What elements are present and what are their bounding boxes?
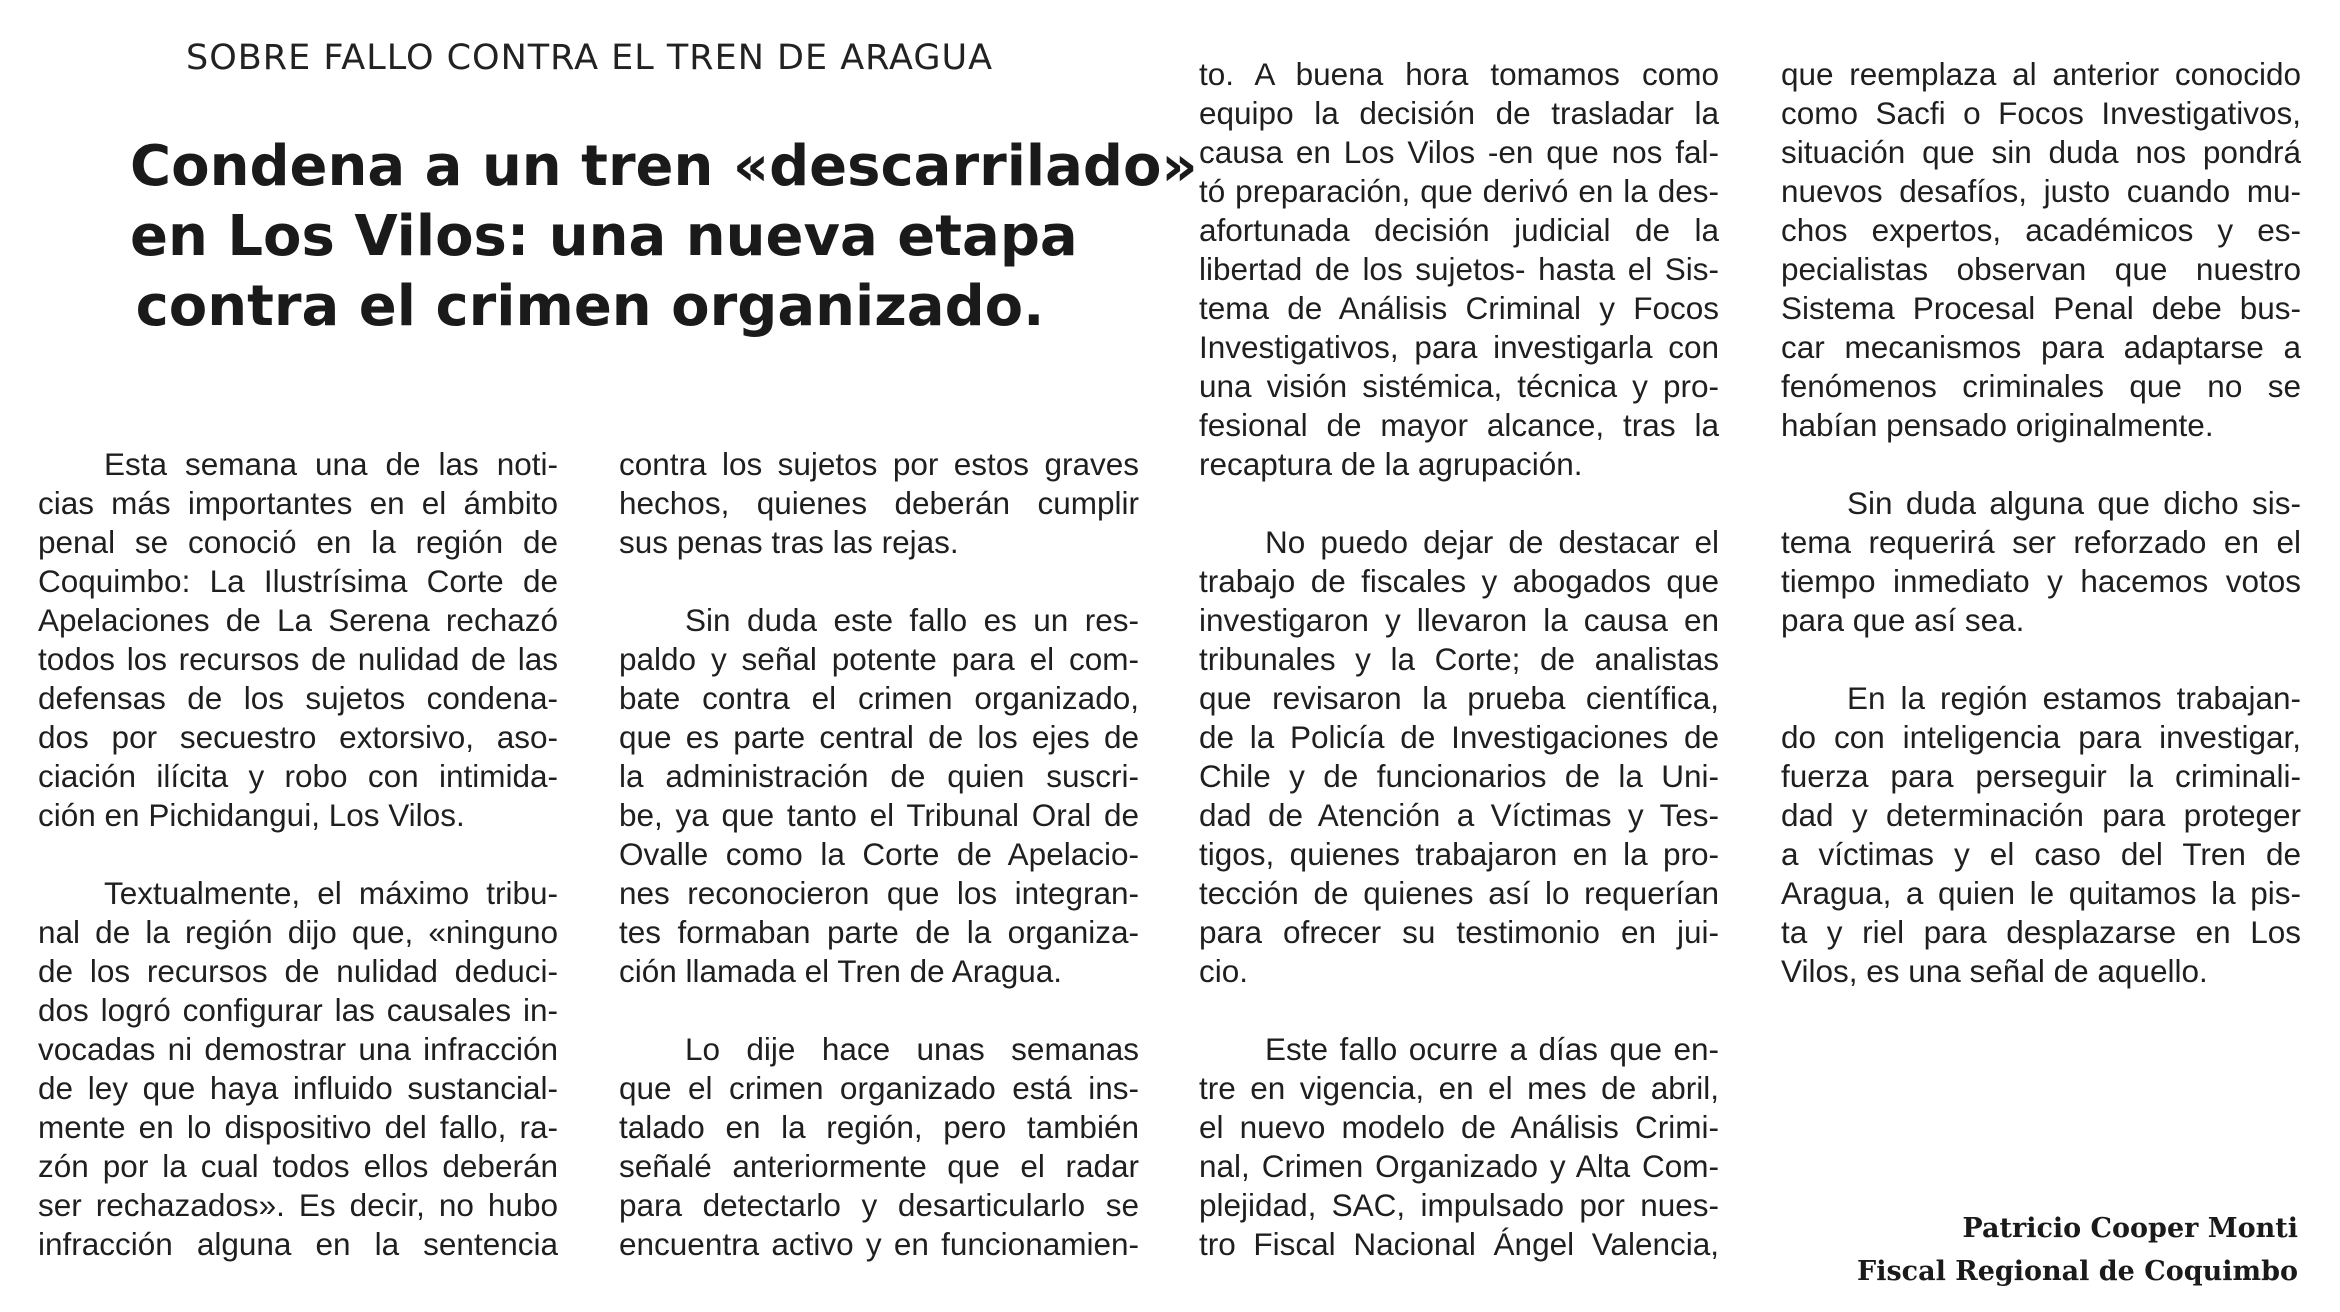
text-line: nes reconocieron que los integran-: [619, 875, 1139, 911]
text-line: defensas de los sujetos condena-: [38, 680, 558, 716]
text-line: infracción alguna en la sentencia: [38, 1226, 558, 1262]
text-line: que es parte central de los ejes de: [619, 719, 1139, 755]
paragraph-gap: [1781, 445, 2301, 484]
paragraph-gap: [619, 562, 1139, 601]
text-line: Sin duda alguna que dicho sis-: [1847, 485, 2301, 521]
text-line: hechos, quienes deberán cumplir: [619, 485, 1139, 521]
text-line: dad y determinación para proteger: [1781, 797, 2301, 833]
paragraph: [1781, 484, 2301, 640]
text-line: tigos, quienes trabajaron en la pro-: [1199, 836, 1719, 872]
text-line: recaptura de la agrupación.: [1199, 446, 1583, 482]
text-line: cio.: [1199, 953, 1249, 989]
headline-line: Condena a un tren «descarrilado»: [130, 134, 1198, 199]
text-line: chos expertos, académicos y es-: [1781, 212, 2301, 248]
text-line: pecialistas observan que nuestro: [1781, 251, 2301, 287]
author-signature: [1857, 1207, 2298, 1293]
paragraph: [1781, 679, 2301, 991]
text-line: Investigativos, para investigarla con: [1199, 329, 1719, 365]
text-line: talado en la región, pero también: [619, 1109, 1139, 1145]
text-line: que el crimen organizado está ins-: [619, 1070, 1139, 1106]
text-line: be, ya que tanto el Tribunal Oral de: [619, 797, 1139, 833]
author-name: Patricio Cooper Monti: [1962, 1213, 2298, 1244]
paragraph-gap: [619, 991, 1139, 1030]
text-line: penal se conoció en la región de: [38, 524, 558, 560]
text-line: una visión sistémica, técnica y pro-: [1199, 368, 1719, 404]
paragraph: [38, 445, 558, 835]
text-line: equipo la decisión de trasladar la: [1199, 95, 1719, 131]
text-line: Este fallo ocurre a días que en-: [1265, 1031, 1719, 1067]
text-line: de ley que haya influido sustancial-: [38, 1070, 558, 1106]
section-kicker: SOBRE FALLO CONTRA EL TREN DE ARAGUA: [186, 38, 994, 78]
text-line: vocadas ni demostrar una infracción: [38, 1031, 558, 1067]
text-line: dos por secuestro extorsivo, aso-: [38, 719, 558, 755]
text-line: Vilos, es una señal de aquello.: [1781, 953, 2208, 989]
text-line: fuerza para perseguir la criminali-: [1781, 758, 2301, 794]
text-line: a víctimas y el caso del Tren de: [1781, 836, 2301, 872]
text-line: car mecanismos para adaptarse a: [1781, 329, 2301, 365]
article-column-3: [1199, 55, 1719, 1264]
text-line: mente en lo dispositivo del fallo, ra-: [38, 1109, 558, 1145]
text-line: de la Policía de Investigaciones de: [1199, 719, 1719, 755]
text-line: tes formaban parte de la organiza-: [619, 914, 1139, 950]
text-line: Coquimbo: La Ilustrísima Corte de: [38, 563, 558, 599]
text-line: zón por la cual todos ellos deberán: [38, 1148, 558, 1184]
text-line: fenómenos criminales que no se: [1781, 368, 2301, 404]
text-line: Ovalle como la Corte de Apelacio-: [619, 836, 1139, 872]
text-line: trabajo de fiscales y abogados que: [1199, 563, 1719, 599]
text-line: nal, Crimen Organizado y Alta Com-: [1199, 1148, 1719, 1184]
paragraph-gap: [38, 835, 558, 874]
text-line: la administración de quien suscri-: [619, 758, 1139, 794]
text-line: que reemplaza al anterior conocido: [1781, 56, 2301, 92]
text-line: Chile y de funcionarios de la Uni-: [1199, 758, 1719, 794]
text-line: encuentra activo y en funcionamien-: [619, 1226, 1139, 1262]
headline-line: contra el crimen organizado.: [135, 274, 1045, 339]
text-line: nal de la región dijo que, «ninguno: [38, 914, 558, 950]
paragraph: [1199, 55, 1719, 484]
paragraph-gap: [1199, 484, 1719, 523]
text-line: tro Fiscal Nacional Ángel Valencia,: [1199, 1226, 1719, 1262]
text-line: todos los recursos de nulidad de las: [38, 641, 558, 677]
text-line: do con inteligencia para investigar,: [1781, 719, 2301, 755]
text-line: ta y riel para desplazarse en Los: [1781, 914, 2301, 950]
text-line: Sin duda este fallo es un res-: [685, 602, 1139, 638]
author-title: Fiscal Regional de Coquimbo: [1857, 1256, 2298, 1287]
paragraph-gap: [1781, 640, 2301, 679]
text-line: bate contra el crimen organizado,: [619, 680, 1139, 716]
text-line: tó preparación, que derivó en la des-: [1199, 173, 1719, 209]
text-line: tección de quienes así lo requerían: [1199, 875, 1719, 911]
headline-line: en Los Vilos: una nueva etapa: [130, 204, 1078, 269]
text-line: Aragua, a quien le quitamos la pis-: [1781, 875, 2301, 911]
article-column-4: [1781, 55, 2301, 991]
text-line: habían pensado originalmente.: [1781, 407, 2214, 443]
text-line: tiempo inmediato y hacemos votos: [1781, 563, 2301, 599]
paragraph: [38, 874, 558, 1264]
paragraph: [619, 445, 1139, 562]
text-line: En la región estamos trabajan-: [1847, 680, 2301, 716]
article-column-1: [38, 445, 558, 1264]
text-line: to. A buena hora tomamos como: [1199, 56, 1719, 92]
text-line: que revisaron la prueba científica,: [1199, 680, 1719, 716]
text-line: Textualmente, el máximo tribu-: [104, 875, 558, 911]
text-line: paldo y señal potente para el com-: [619, 641, 1139, 677]
text-line: causa en Los Vilos -en que nos fal-: [1199, 134, 1719, 170]
text-line: afortunada decisión judicial de la: [1199, 212, 1719, 248]
text-line: cias más importantes en el ámbito: [38, 485, 558, 521]
text-line: fesional de mayor alcance, tras la: [1199, 407, 1719, 443]
text-line: ción llamada el Tren de Aragua.: [619, 953, 1063, 989]
text-line: tema de Análisis Criminal y Focos: [1199, 290, 1719, 326]
paragraph: [1199, 1030, 1719, 1264]
text-line: para que así sea.: [1781, 602, 2025, 638]
article-column-2: [619, 445, 1139, 1264]
text-line: el nuevo modelo de Análisis Crimi-: [1199, 1109, 1719, 1145]
paragraph: [1781, 55, 2301, 445]
text-line: como Sacfi o Focos Investigativos,: [1781, 95, 2301, 131]
text-line: contra los sujetos por estos graves: [619, 446, 1139, 482]
text-line: Sistema Procesal Penal debe bus-: [1781, 290, 2301, 326]
headline: [130, 132, 1198, 342]
text-line: Apelaciones de La Serena rechazó: [38, 602, 558, 638]
text-line: tre en vigencia, en el mes de abril,: [1199, 1070, 1719, 1106]
text-line: dad de Atención a Víctimas y Tes-: [1199, 797, 1719, 833]
text-line: tema requerirá ser reforzado en el: [1781, 524, 2301, 560]
text-line: ser rechazados». Es decir, no hubo: [38, 1187, 558, 1223]
text-line: plejidad, SAC, impulsado por nues-: [1199, 1187, 1719, 1223]
text-line: Esta semana una de las noti-: [104, 446, 558, 482]
paragraph: [619, 1030, 1139, 1264]
text-line: sus penas tras las rejas.: [619, 524, 959, 560]
text-line: para ofrecer su testimonio en jui-: [1199, 914, 1719, 950]
paragraph: [619, 601, 1139, 991]
text-line: para detectarlo y desarticularlo se: [619, 1187, 1139, 1223]
text-line: señalé anteriormente que el radar: [619, 1148, 1139, 1184]
text-line: nuevos desafíos, justo cuando mu-: [1781, 173, 2301, 209]
text-line: No puedo dejar de destacar el: [1265, 524, 1719, 560]
text-line: ciación ilícita y robo con intimida-: [38, 758, 558, 794]
text-line: libertad de los sujetos- hasta el Sis-: [1199, 251, 1719, 287]
text-line: investigaron y llevaron la causa en: [1199, 602, 1719, 638]
paragraph: [1199, 523, 1719, 991]
text-line: tribunales y la Corte; de analistas: [1199, 641, 1719, 677]
text-line: de los recursos de nulidad deduci-: [38, 953, 558, 989]
text-line: Lo dije hace unas semanas: [685, 1031, 1139, 1067]
text-line: situación que sin duda nos pondrá: [1781, 134, 2301, 170]
paragraph-gap: [1199, 991, 1719, 1030]
text-line: dos logró configurar las causales in-: [38, 992, 558, 1028]
text-line: ción en Pichidangui, Los Vilos.: [38, 797, 465, 833]
